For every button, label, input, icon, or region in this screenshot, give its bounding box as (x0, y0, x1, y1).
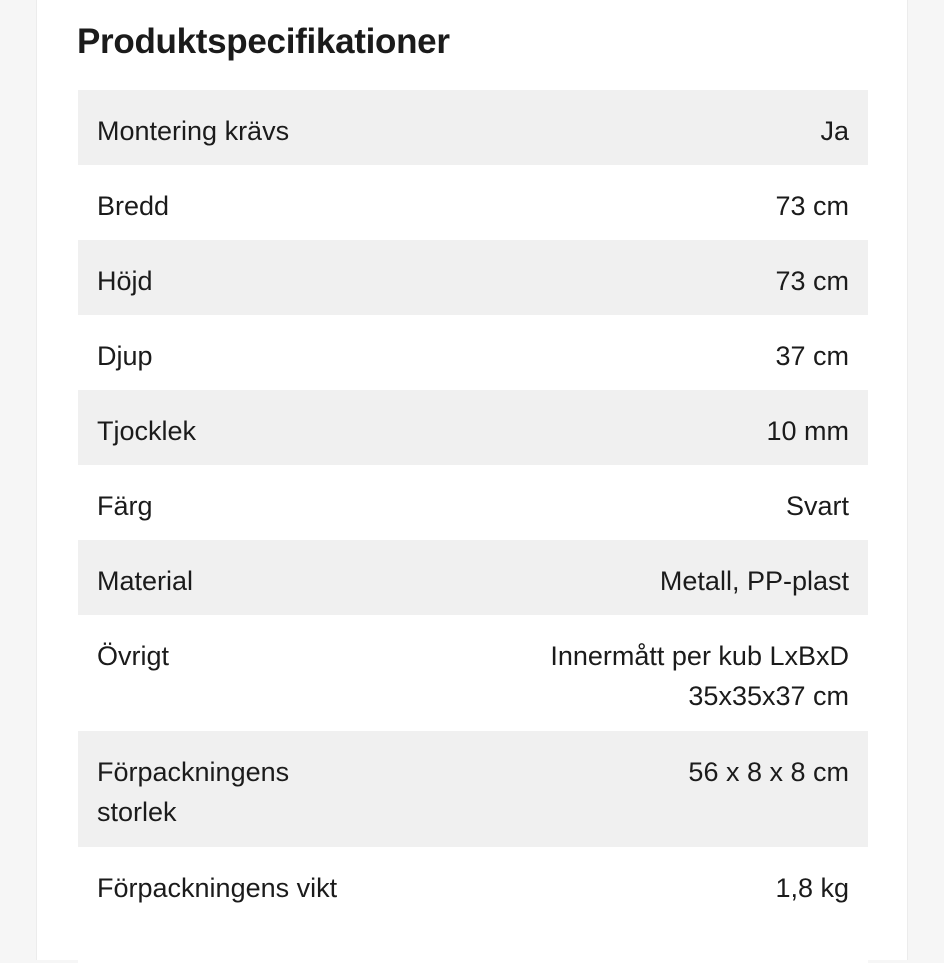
spec-label: Bredd (97, 191, 170, 221)
spec-row-djup (78, 315, 868, 390)
spec-row-bredd (78, 165, 868, 240)
spec-value: 37 cm (775, 341, 849, 371)
spec-value: Ja (820, 116, 849, 146)
spec-value: Innermått per kub LxBxD 35x35x37 cm (550, 641, 849, 711)
spec-row-hojd (78, 240, 868, 315)
spec-value: 73 cm (775, 191, 849, 221)
spec-value: 56 x 8 x 8 cm (688, 757, 849, 787)
spec-label: Färg (97, 491, 153, 521)
spec-label: Förpackningens storlek (97, 757, 290, 827)
spec-value: 73 cm (775, 266, 849, 296)
spec-row-tjocklek (78, 390, 868, 465)
spec-label: Övrigt (97, 641, 170, 671)
spec-value: 1,8 kg (775, 873, 849, 903)
spec-label: Material (97, 566, 194, 596)
spec-value: Svart (785, 491, 849, 521)
spec-label: Djup (97, 341, 153, 371)
spec-row-forpackning-storlek (78, 731, 868, 847)
spec-row-material (78, 540, 868, 615)
product-spec-card (36, 0, 908, 960)
spec-value: Metall, PP-plast (659, 566, 849, 596)
spec-label: Montering krävs (97, 116, 290, 146)
section-title: Produktspecifikationer (77, 22, 450, 61)
spec-label: Höjd (97, 266, 153, 296)
spec-row-ovrigt (78, 615, 868, 731)
spec-label: Tjocklek (97, 416, 197, 446)
spec-label: Förpackningens vikt (97, 873, 338, 903)
spec-row-montering (78, 90, 868, 165)
spec-table (78, 90, 868, 963)
spec-value: 10 mm (766, 416, 849, 446)
spec-row-farg (78, 465, 868, 540)
spec-row-forpackning-vikt (78, 847, 868, 963)
